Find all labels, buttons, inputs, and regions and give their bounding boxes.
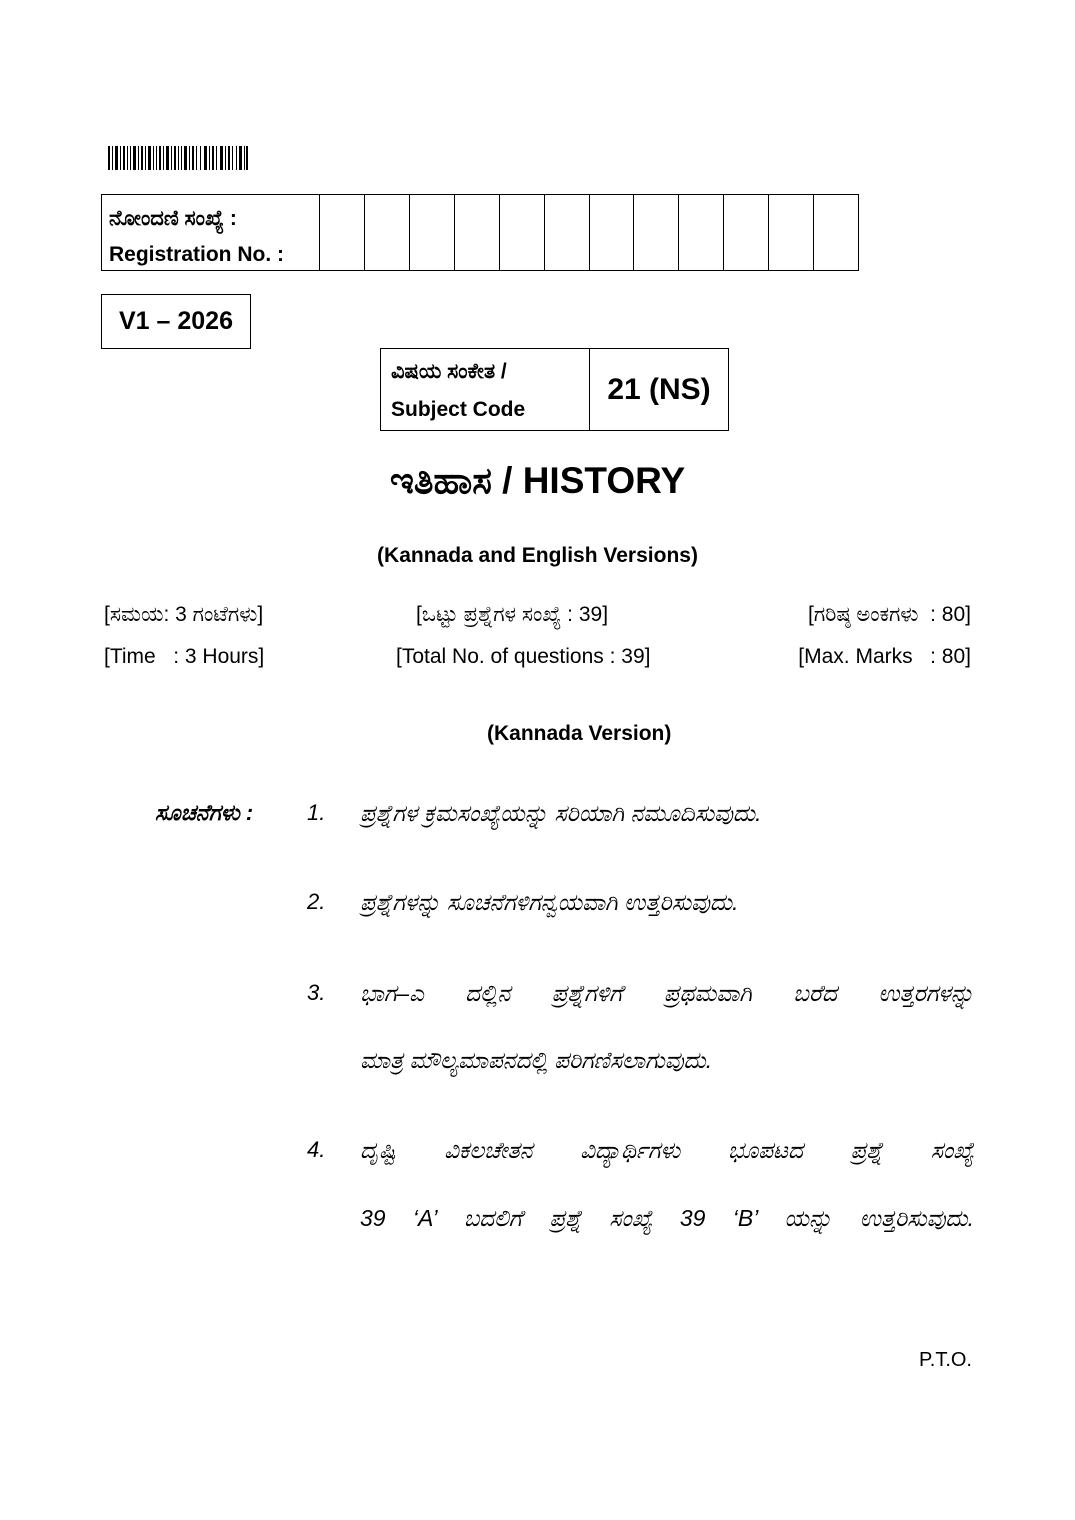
registration-cell[interactable] [455,195,500,270]
registration-cell[interactable] [545,195,590,270]
pto-label: P.T.O. [919,1349,972,1371]
instruction-number: 1. [307,800,326,825]
instruction-line: ಭಾಗ–ಎ ದಲ್ಲಿನ ಪ್ರಶ್ನೆಗಳಿಗೆ ಪ್ರಥಮವಾಗಿ ಬರೆದ ಉತ್ತರಗಳನ್ನು [360,980,974,1006]
registration-cell[interactable] [500,195,545,270]
registration-cell[interactable] [410,195,455,270]
instructions-heading: ಸೂಚನೆಗಳು : [155,800,254,825]
instruction-line: ಪ್ರಶ್ನೆಗಳ ಕ್ರಮಸಂಖ್ಯೆಯನ್ನು ಸರಿಯಾಗಿ ನಮೂದಿಸುವುದು. [360,800,762,826]
registration-cell[interactable] [724,195,769,270]
instruction-line: ದೃಷ್ಟಿ ವಿಕಲಚೇತನ ವಿದ್ಯಾರ್ಥಿಗಳು ಭೂಪಟದ ಪ್ರಶ್ನೆ ಸಂಖ್ಯೆ [360,1137,974,1163]
registration-cell[interactable] [365,195,410,270]
registration-cell[interactable] [590,195,635,270]
questions-kn: [ಒಟ್ಟು ಪ್ರಶ್ನೆಗಳ ಸಂಖ್ಯೆ : 39] [416,603,609,626]
registration-cell[interactable] [320,195,365,270]
instruction-number: 3. [307,980,326,1005]
marks-kn: [ಗರಿಷ್ಠ ಅಂಕಗಳು : 80] [808,603,971,626]
registration-box [101,194,859,271]
subject-label-en: Subject Code [391,398,526,421]
registration-cells [320,195,858,270]
barcode [108,146,248,170]
subject-code-label [381,349,590,430]
kannada-version-heading: (Kannada Version) [487,722,672,745]
instruction-number: 2. [307,889,326,914]
subject-code-box [380,348,729,431]
time-en: [Time : 3 Hours] [104,645,265,668]
instruction-line: ಮಾತ್ರ ಮೌಲ್ಯಮಾಪನದಲ್ಲಿ ಪರಿಗಣಿಸಲಾಗುವುದು. [360,1047,713,1073]
registration-cell[interactable] [814,195,858,270]
marks-en: [Max. Marks : 80] [798,645,971,668]
registration-label-kn: ನೋಂದಣಿ ಸಂಖ್ಯೆ : [109,207,237,230]
version-code-box: V1 – 2026 [101,294,251,349]
subject-label-kn: ವಿಷಯ ಸಂಕೇತ / [391,360,507,383]
registration-cell[interactable] [634,195,679,270]
instruction-line: ಪ್ರಶ್ನೆಗಳನ್ನು ಸೂಚನೆಗಳಿಗನ್ವಯವಾಗಿ ಉತ್ತರಿಸುವುದು. [360,889,739,915]
registration-cell[interactable] [769,195,814,270]
registration-label-en: Registration No. : [109,243,285,266]
registration-label [102,195,320,270]
registration-cell[interactable] [679,195,724,270]
versions-note: (Kannada and English Versions) [377,544,698,567]
instruction-number: 4. [307,1137,326,1162]
subject-code-value: 21 (NS) [607,373,711,406]
page-title: ಇತಿಹಾಸ / HISTORY [389,460,686,501]
instruction-line: 39 ‘A’ ಬದಲಿಗೆ ಪ್ರಶ್ನೆ ಸಂಖ್ಯೆ 39 ‘B’ ಯನ್ನು ಉತ್ತರಿಸುವುದು. [360,1205,974,1231]
questions-en: [Total No. of questions : 39] [396,645,651,668]
time-kn: [ಸಮಯ: 3 ಗಂಟೆಗಳು] [104,603,264,626]
